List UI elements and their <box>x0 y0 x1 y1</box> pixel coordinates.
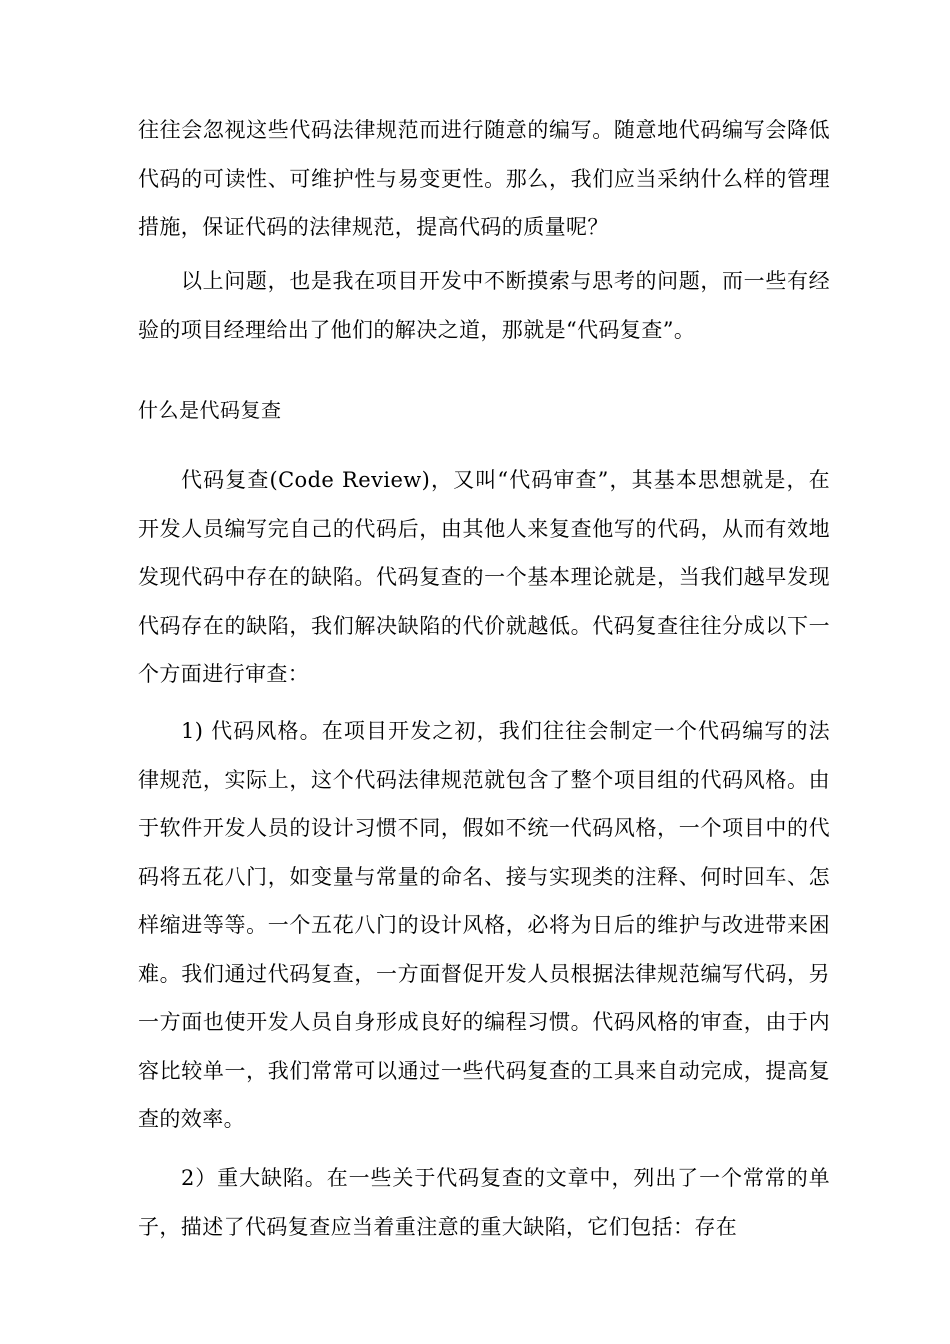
paragraph-definition: 代码复查(Code Review)，又叫“代码审查”，其基本思想就是，在开发人员编写完自己的代码后，由其他人来复查他写的代码，从而有效地发现代码中存在的缺陷。代码复查的一个基本理论就是，当我们越早发现代码存在的缺陷，我们解决缺陷的代价就越低。代码复查往往分成以下一个方面进行审查： <box>138 468 830 686</box>
paragraph-issue: 以上问题，也是我在项目开发中不断摸索与思考的问题，而一些有经验的项目经理给出了他们的解决之道，那就是“代码复查”。 <box>138 269 830 342</box>
list-item-code-style: 1) 代码风格。在项目开发之初，我们往往会制定一个代码编写的法律规范，实际上，这个代码法律规范就包含了整个项目组的代码风格。由于软件开发人员的设计习惯不同，假如不统一代码风格，一个项目中的代码将五花八门，如变量与常量的命名、接与实现类的注释、何时回车、怎样缩进等等。一个五花八门的设计风格，必将为日后的维护与改进带来困难。我们通过代码复查，一方面督促开发人员根据法律规范编写代码，另一方面也使开发人员自身形成良好的编程习惯。代码风格的审查，由于内容比较单一，我们常常可以通过一些代码复查的工具来自动完成，提高复查的效率。 <box>138 719 830 1131</box>
paragraph-continuation: 往往会忽视这些代码法律规范而进行随意的编写。随意地代码编写会降低代码的可读性、可维护性与易变更性。那么，我们应当采纳什么样的管理措施，保证代码的法律规范，提高代码的质量呢？ <box>138 118 830 239</box>
list-item-major-defects: 2）重大缺陷。在一些关于代码复查的文章中，列出了一个常常的单子，描述了代码复查应当着重注意的重大缺陷，它们包括：存在 <box>138 1166 830 1239</box>
section-heading: 什么是代码复查 <box>138 398 282 422</box>
